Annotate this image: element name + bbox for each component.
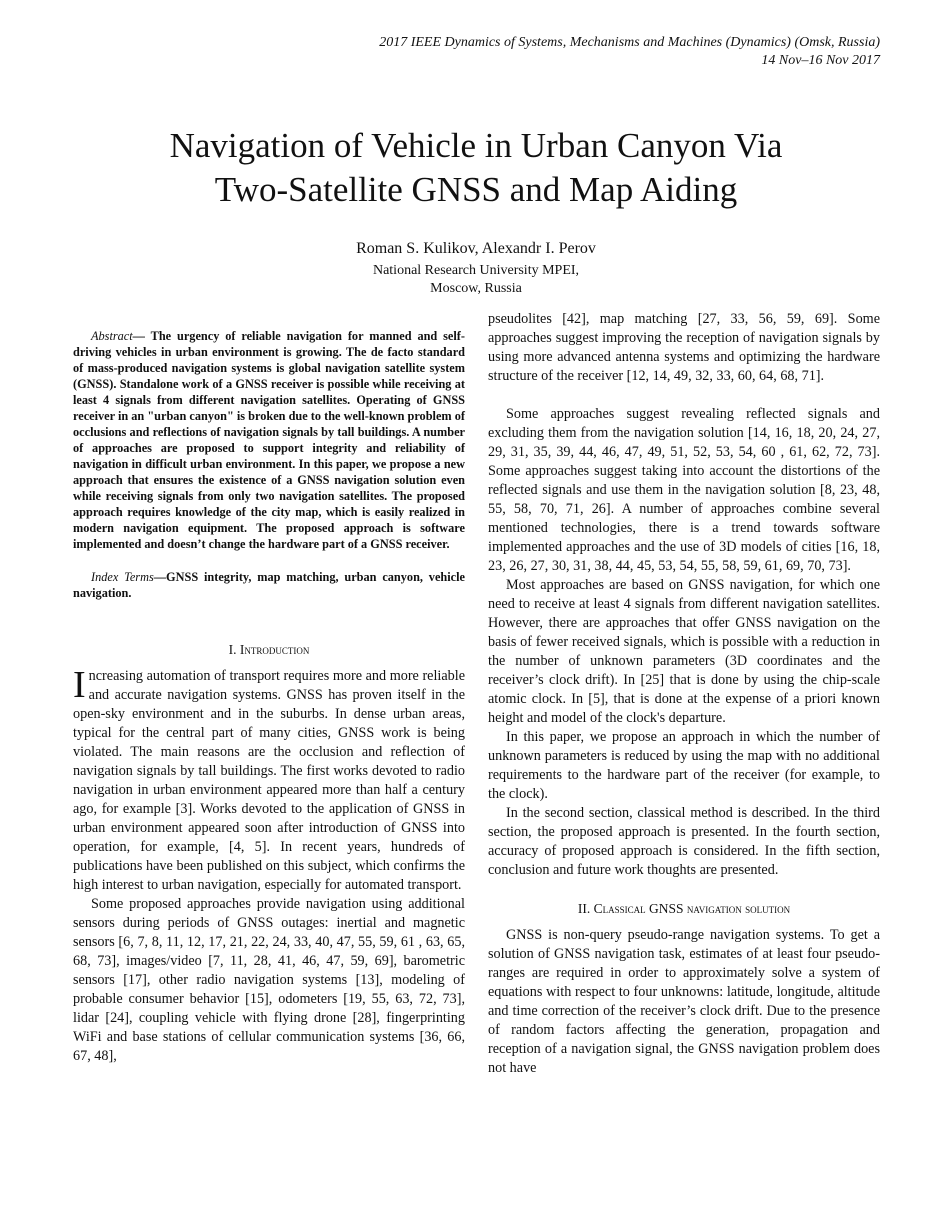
index-terms xyxy=(73,569,465,601)
drop-cap: I xyxy=(73,664,86,706)
index-terms-label: Index Terms xyxy=(91,570,154,584)
affiliation-city: Moscow, Russia xyxy=(430,281,522,296)
intro-paragraph-7: In the second section, classical method is described. In the third section, the proposed approach is presented. In the fourth section, accuracy of proposed approach is considered. In the fifth section, conclusion and future work thoughts are presented. xyxy=(488,805,880,878)
paper-title xyxy=(76,124,876,212)
section-1-heading: I. Introduction xyxy=(228,642,310,657)
intro-paragraph-2: Some proposed approaches provide navigation using additional sensors during periods of GNSS outages: inertial and magnetic sensors [6, 7, 8, 11, 12, 17, 21, 22, 24, 33, 40, 47, 55, 59, 61 , 63, 65, 68, 73], images/video [7, 11, 28, 41, 46, 47, 59, 69], barometric sensors [17], other radio navigation systems [13], modeling of probable consumer behavior [15], odometers [19, 55, 63, 72, 73], lidar [24], coupling vehicle with flying drone [28], fingerprinting WiFi and base stations of cellular communication systems [36, 66, 67, 48], xyxy=(73,896,465,1064)
right-column xyxy=(488,310,880,1078)
conference-name: 2017 IEEE Dynamics of Systems, Mechanisms and Machines (Dynamics) (Omsk, Russia) xyxy=(379,35,880,50)
title-line-2: Two-Satellite GNSS and Map Aiding xyxy=(214,170,738,209)
abstract xyxy=(73,328,465,552)
affiliation-institution: National Research University MPEI, xyxy=(372,263,580,278)
index-terms-text: —GNSS integrity, map matching, urban canyon, vehicle navigation. xyxy=(73,570,465,600)
abstract-text: — The urgency of reliable navigation for manned and self-driving vehicles in urban environment is growing. The de facto standard of mass-produced navigation systems is global navigation satellite system (GNSS). Standalone work of a GNSS receiver is possible while receiving at least 4 signals from different navigation satellites. Operating of GNSS receiver in an "urban canyon" is broken due to the well-known problem of occlusions and reflections of navigation signals by tall buildings. A number of approaches are proposed to support integrity and reliability of navigation in difficult urban environment. In this paper, we propose a new approach that ensures the existence of a GNSS navigation solution even while receiving signals from only two navigation satellites. The proposed approach requires knowledge of the city map, which is easily realized in modern navigation equipment. The proposed approach is software implemented and doesn’t change the hardware part of a GNSS receiver. xyxy=(73,329,465,551)
intro-paragraph-4: Some approaches suggest revealing reflected signals and excluding them from the navigation solution [14, 16, 18, 20, 24, 27, 29, 31, 35, 39, 44, 46, 47, 49, 51, 52, 53, 54, 60 , 61, 62, 72, 73]. Some approaches suggest taking into account the distortions of the reflected signals and use them in the navigation solution [8, 23, 48, 55, 58, 70, 71, 26]. A number of approaches combine several mentioned technologies, there is a trend towards software implemented approaches and the use of 3D models of cities [16, 18, 23, 26, 27, 30, 31, 38, 44, 45, 53, 54, 55, 58, 59, 61, 69, 70, 73]. xyxy=(488,406,880,574)
intro-paragraph-5: Most approaches are based on GNSS navigation, for which one need to receive at least 4 signals from different navigation satellites. However, there are approaches that offer GNSS navigation on the basis of fewer received signals, which is possible with a reduction in the number of unknown parameters (3D coordinates and the receiver’s clock drift). In [25] that is done by using the chip-scale atomic clock. In [5], that is done at the expense of a priori known height and model of the clock's departure. xyxy=(488,577,880,726)
authors: Roman S. Kulikov, Alexandr I. Perov xyxy=(356,240,596,257)
title-line-1: Navigation of Vehicle in Urban Canyon Via xyxy=(169,126,783,165)
conference-dates: 14 Nov–16 Nov 2017 xyxy=(761,53,880,68)
intro-paragraph-6: In this paper, we propose an approach in which the number of unknown parameters is reduced by using the map with no additional requirements to the hardware part of the receiver (for example, to the clock). xyxy=(488,729,880,802)
intro-paragraph-3: pseudolites [42], map matching [27, 33, 56, 59, 69]. Some approaches suggest improving the reception of navigation signals by using more advanced antenna systems and optimizing the hardware structure of the receiver [12, 14, 49, 32, 33, 60, 64, 68, 71]. xyxy=(488,311,880,384)
intro-paragraph-1 xyxy=(73,664,465,895)
section-2-heading: II. Classical GNSS navigation solution xyxy=(577,901,791,916)
abstract-label: Abstract xyxy=(91,329,133,343)
left-column xyxy=(73,328,465,1066)
conference-header xyxy=(180,34,880,70)
section-2-paragraph-1: GNSS is non-query pseudo-range navigation systems. To get a solution of GNSS navigation task, estimates of at least four pseudo-ranges are required in order to approximately solve a system of equations with respect to four unknowns: latitude, longitude, altitude and time correction of the receiver’s clock drift. Due to the presence of random factors affecting the generation, propagation and reception of a navigation signal, the GNSS navigation problem does not have xyxy=(488,927,880,1076)
intro-paragraph-1-text: ncreasing automation of transport requires more and more reliable and accurate navigation systems. GNSS has proven itself in the open-sky environment and in the suburbs. In dense urban areas, typical for the central part of many cities, GNSS work is being violated. The main reasons are the occlusion and reflection of navigation signals by tall buildings. The first works devoted to radio navigation in urban environment appeared more than half a century ago, for example [3]. Works devoted to the application of GNSS in urban environment appeared soon after introduction of GNSS into operation, for example, [4, 5]. In recent years, hundreds of publications have been published on this subject, which confirms the high interest to urban navigation, especially for automated transport. xyxy=(73,668,465,893)
